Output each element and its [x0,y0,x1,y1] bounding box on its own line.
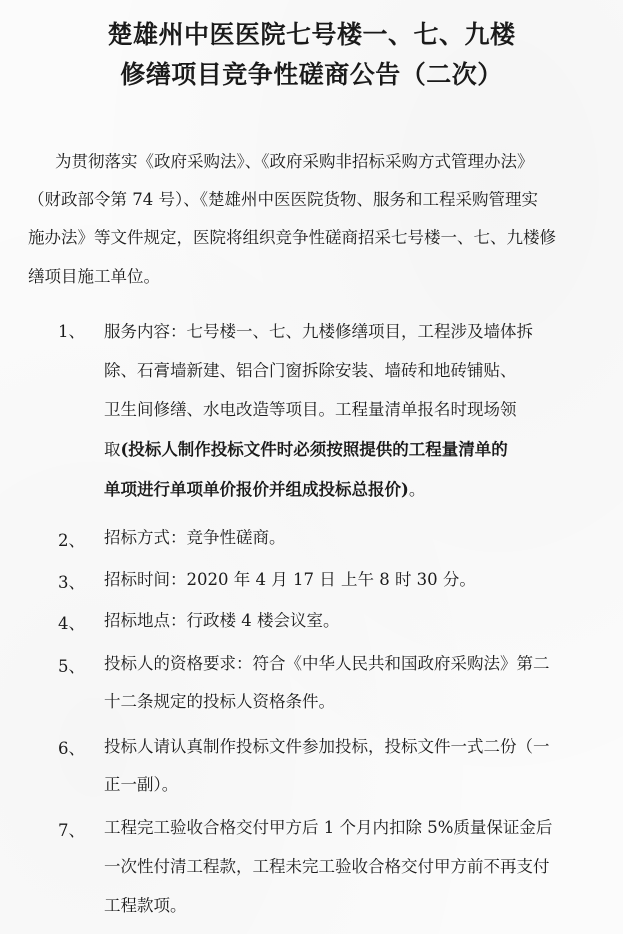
item-line: 投标人的资格要求：符合《中华人民共和国政府采购法》第二 [104,654,550,673]
document-title-line-2: 修缮项目竞争性磋商公告（二次） [120,60,503,89]
item-line [104,439,508,461]
item-text: 。 [408,480,426,499]
intro-line: 缮项目施工单位。 [28,267,160,286]
item-line: 招标方式：竞争性磋商。 [104,528,286,547]
item-number: 6、 [58,739,85,758]
item-number: 4、 [58,614,85,633]
item-line: 正一副）。 [104,775,179,794]
item-line: 除、石膏墙新建、铝合门窗拆除安装、墙砖和地砖铺贴、 [104,361,517,380]
item-line: 工程完工验收合格交付甲方后 1 个月内扣除 5%质量保证金后 [104,818,553,837]
item-line: 一次性付清工程款，工程未完工验收合格交付甲方前不再支付 [104,857,550,876]
item-number: 3、 [58,573,85,592]
item-line: 工程款项。 [104,896,187,915]
item-line: 服务内容：七号楼一、七、九楼修缮项目，工程涉及墙体拆 [104,322,533,341]
item-line [104,479,425,501]
intro-line: （财政部令第 74 号）、《楚雄州中医医院货物、服务和工程采购管理实 [28,190,538,209]
item-line: 卫生间修缮、水电改造等项目。工程量清单报名时现场领 [104,400,517,419]
intro-line: 为贯彻落实《政府采购法》、《政府采购非招标采购方式管理办法》 [55,152,534,171]
item-text: 取 [104,440,121,459]
item-line: 投标人请认真制作投标文件参加投标，投标文件一式二份（一 [104,737,550,756]
item-line: 招标时间：2020 年 4 月 17 日 上午 8 时 30 分。 [104,570,476,589]
intro-line: 施办法》等文件规定，医院将组织竞争性磋商招采七号楼一、七、九楼修 [28,228,556,247]
document-title-line-1: 楚雄州中医医院七号楼一、七、九楼 [107,20,516,49]
item-line: 十二条规定的投标人资格条件。 [104,692,335,711]
item-number: 2、 [58,531,85,550]
item-number: 1、 [58,322,85,341]
item-bold-text: 单项进行单项单价报价并组成投标总报价) [104,480,409,499]
item-number: 5、 [58,657,85,676]
item-number: 7、 [58,821,85,840]
item-bold-text: (投标人制作投标文件时必须按照提供的工程量清单的 [120,440,508,459]
item-line: 招标地点：行政楼 4 楼会议室。 [104,611,340,630]
